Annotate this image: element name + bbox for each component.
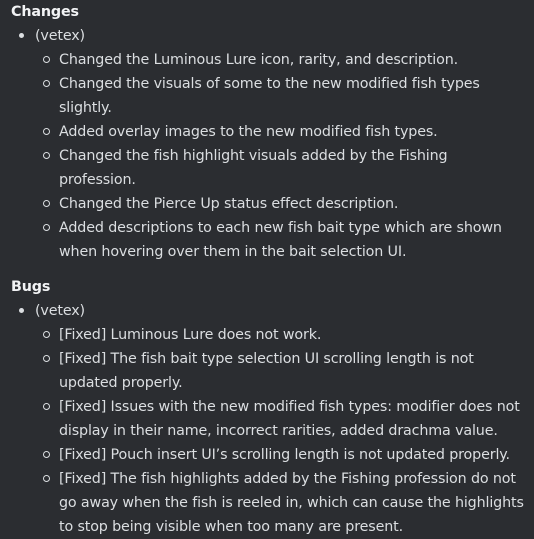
bug-item: [Fixed] Luminous Lure does not work. — [59, 323, 526, 347]
change-item: Changed the visuals of some to the new modified fish types slightly. — [59, 72, 526, 120]
change-item: Changed the fish highlight visuals added by the Fishing profession. — [59, 144, 526, 192]
change-item: Changed the Pierce Up status effect description. — [59, 192, 526, 216]
changes-author-label: (vetex) — [35, 28, 85, 44]
change-item: Added descriptions to each new fish bait type which are shown when hovering over them in the bait selection UI. — [59, 216, 526, 264]
changes-section — [11, 0, 526, 264]
changes-heading: Changes — [11, 4, 79, 20]
bugs-author-list — [11, 299, 526, 539]
bugs-heading: Bugs — [11, 279, 51, 295]
bugs-list — [35, 323, 526, 539]
bug-item: [Fixed] Issues with the new modified fish types: modifier does not display in their name, incorrect rarities, added drachma value. — [59, 395, 526, 443]
bug-item: [Fixed] The fish highlights added by the Fishing profession do not go away when the fish is reeled in, which can cause the highlights to stop being visible when too many are present. — [59, 467, 526, 539]
change-item: Added overlay images to the new modified fish types. — [59, 120, 526, 144]
bugs-section — [11, 275, 526, 539]
bugs-author-label: (vetex) — [35, 303, 85, 319]
changes-author-item — [35, 24, 526, 264]
bugs-author-item — [35, 299, 526, 539]
bug-item: [Fixed] The fish bait type selection UI scrolling length is not updated properly. — [59, 347, 526, 395]
changes-author-list — [11, 24, 526, 264]
changes-list — [35, 48, 526, 264]
bug-item: [Fixed] Pouch insert UI’s scrolling length is not updated properly. — [59, 443, 526, 467]
change-item: Changed the Luminous Lure icon, rarity, and description. — [59, 48, 526, 72]
